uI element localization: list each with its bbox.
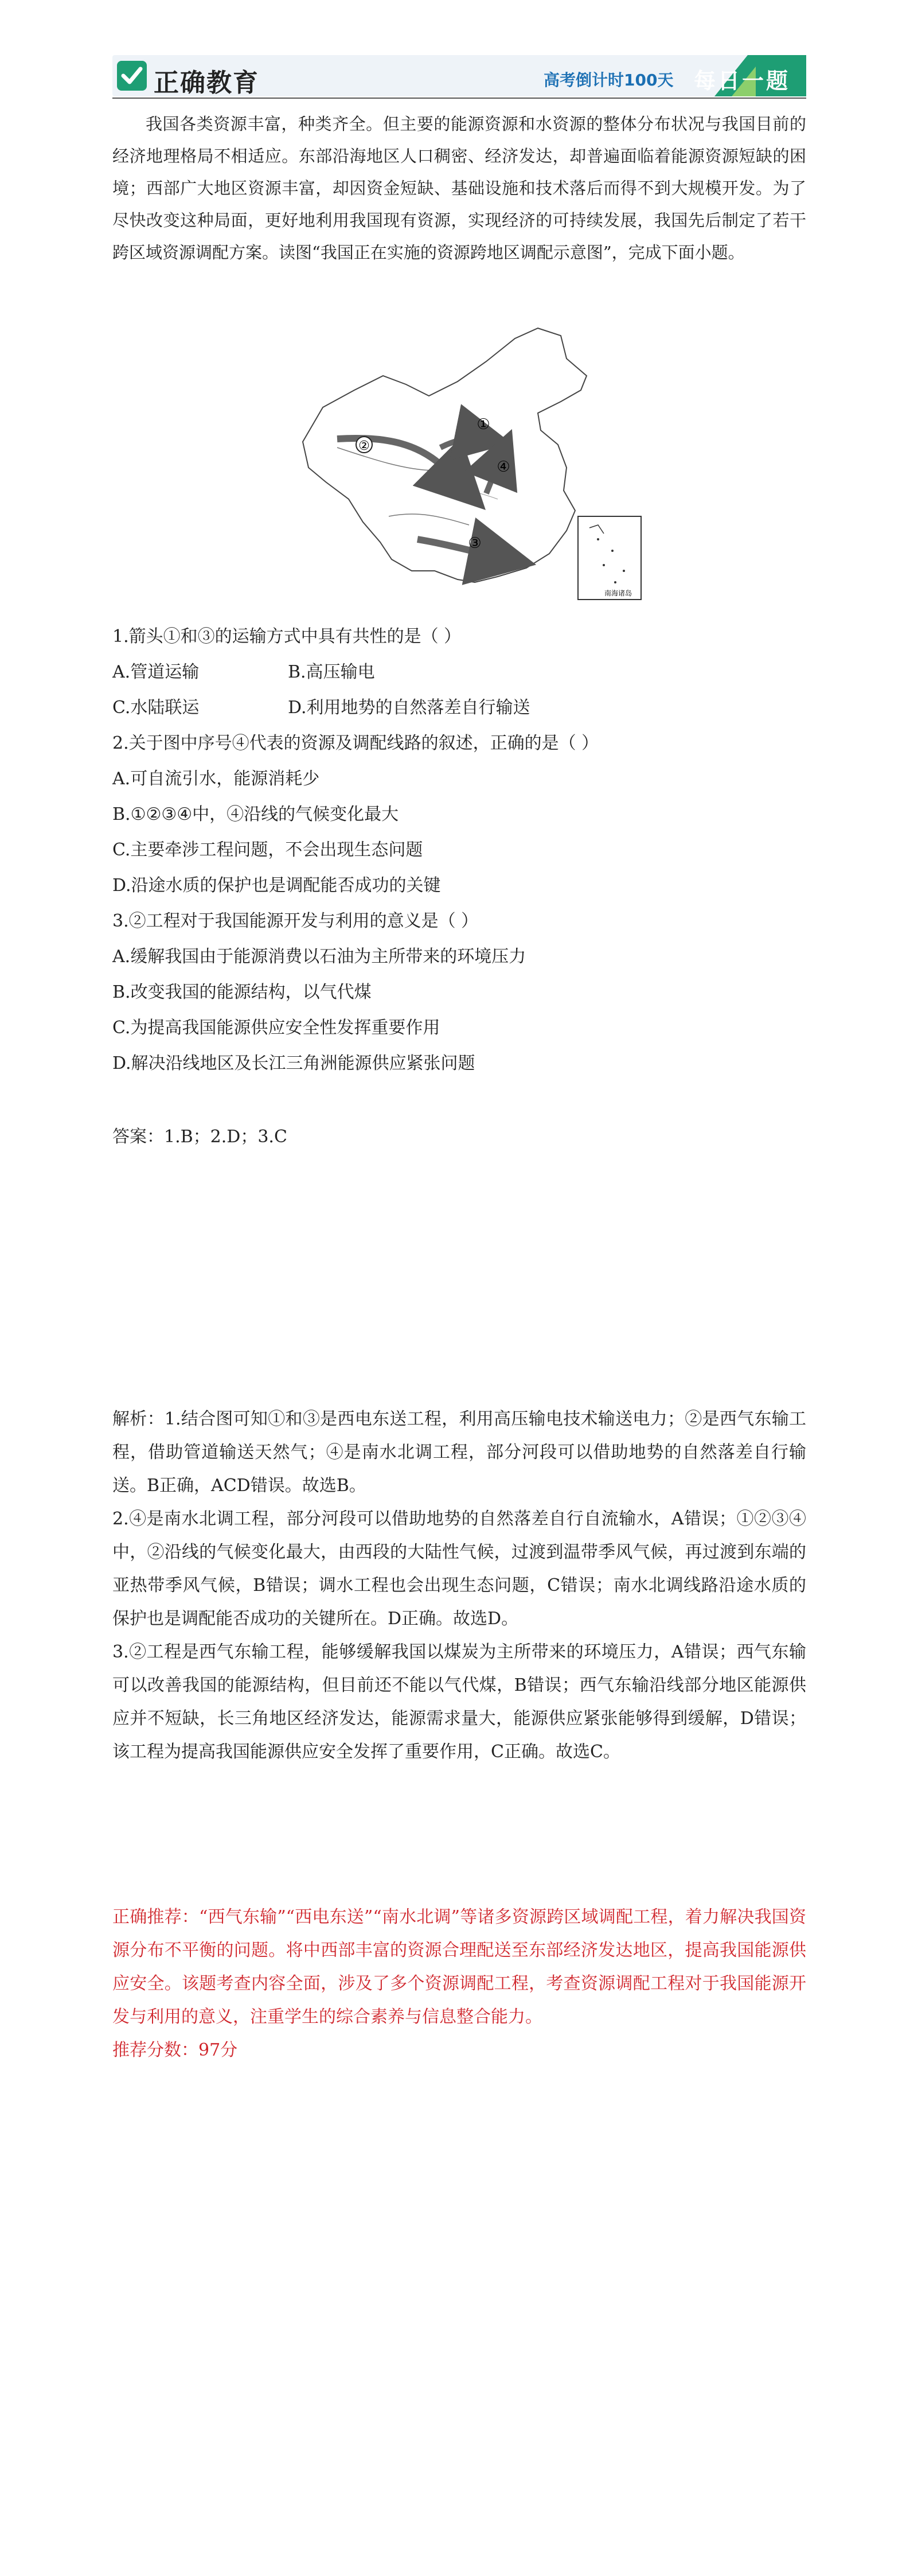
recommend-score: 推荐分数：97分 (112, 2040, 238, 2060)
analysis-2: 2.④是南水北调工程，部分河段可以借助地势的自然落差自行自流输水，A错误；①②③④中，②沿线的气候变化最大，由西段的大陆性气候，过渡到温带季风气候，再过渡到东端的亚热带季风气候，B错误；调水工程也会出现生态问题，C错误；南水北调线路沿途水质的保护也是调配能否成功的关键所在。D正确。故选D。 (112, 1509, 806, 1629)
daily-label: 每日一题 (694, 68, 791, 94)
question-3-stem: 3.②工程对于我国能源开发与利用的意义是（ ） (112, 911, 479, 931)
inset-label: 南海诸岛 (604, 589, 632, 597)
countdown-text: 高考倒计时100天 (544, 71, 674, 90)
question-3-option-d: D.解决沿线地区及长江三角洲能源供应紧张问题 (112, 1053, 475, 1073)
question-1-option-a: A.管道运输 (112, 662, 200, 682)
question-3-option-b: B.改变我国的能源结构，以气代煤 (112, 982, 372, 1002)
question-2-option-a: A.可自流引水，能源消耗少 (112, 769, 320, 789)
header-divider (112, 98, 806, 99)
intro-paragraph: 我国各类资源丰富，种类齐全。但主要的能源资源和水资源的整体分布状况与我国目前的经济地理格局不相适应。东部沿海地区人口稠密、经济发达，却普遍面临着能源资源短缺的困境；西部广大地区资源丰富，却因资金短缺、基础设施和技术落后而得不到大规模开发。为了尽快改变这种局面，更好地利用我国现有资源，实现经济的可持续发展，我国先后制定了若干跨区域资源调配方案。读图“我国正在实施的资源跨地区调配示意图”，完成下面小题。 (112, 114, 806, 262)
question-1-stem: 1.箭头①和③的运输方式中具有共性的是（ ） (112, 627, 462, 647)
map-label-3: ③ (468, 535, 482, 552)
map-label-1: ① (477, 416, 490, 433)
question-2-option-c: C.主要牵涉工程问题，不会出现生态问题 (112, 840, 423, 860)
header-banner (112, 55, 806, 96)
south-sea-inset (578, 516, 641, 600)
map-label-4: ④ (497, 458, 510, 476)
question-3-option-a: A.缓解我国由于能源消费以石油为主所带来的环境压力 (112, 947, 526, 967)
brand-name: 正确教育 (154, 68, 259, 98)
resource-map (268, 327, 653, 611)
analysis-1: 解析：1.结合图可知①和③是西电东送工程，利用高压输电技术输送电力；②是西气东输工程，借助管道输送天然气；④是南水北调工程，部分河段可以借助地势的自然落差自行输送。B正确，ACD错误。故选B。 (112, 1409, 806, 1496)
check-icon (117, 61, 147, 91)
arrow-1 (440, 438, 489, 448)
question-2-option-d: D.沿途水质的保护也是调配能否成功的关键 (112, 875, 441, 896)
question-1-option-c: C.水陆联运 (112, 698, 200, 718)
question-3-option-c: C.为提高我国能源供应安全性发挥重要作用 (112, 1018, 440, 1038)
arrow-3 (417, 539, 509, 559)
question-2-stem: 2.关于图中序号④代表的资源及调配线路的叙述，正确的是（ ） (112, 733, 599, 753)
question-1-option-b: B.高压输电 (288, 662, 375, 682)
question-1-option-d: D.利用地势的自然落差自行输送 (288, 698, 530, 718)
analysis-3: 3.②工程是西气东输工程，能够缓解我国以煤炭为主所带来的环境压力，A错误；西气东输可以改善我国的能源结构，但目前还不能以气代煤，B错误；西气东输沿线部分地区能源供应并不短缺，长三角地区经济发达，能源需求量大，能源供应紧张能够得到缓解，D错误；该工程为提高我国能源供应安全发挥了重要作用，C正确。故选C。 (112, 1642, 806, 1762)
question-2-option-b: B.①②③④中，④沿线的气候变化最大 (112, 804, 399, 824)
map-label-2: ② (358, 439, 370, 453)
daily-badge (694, 55, 806, 96)
recommend-text: 正确推荐：“西气东输”“西电东送”“南水北调”等诸多资源跨区域调配工程，着力解决我国资源分布不平衡的问题。将中西部丰富的资源合理配送至东部经济发达地区，提高我国能源供应安全。该题考查内容全面，涉及了多个资源调配工程，考查资源调配工程对于我国能源开发与利用的意义，注重学生的综合素养与信息整合能力。 (112, 1907, 806, 2027)
answer-line: 答案：1.B；2.D；3.C (112, 1127, 287, 1147)
